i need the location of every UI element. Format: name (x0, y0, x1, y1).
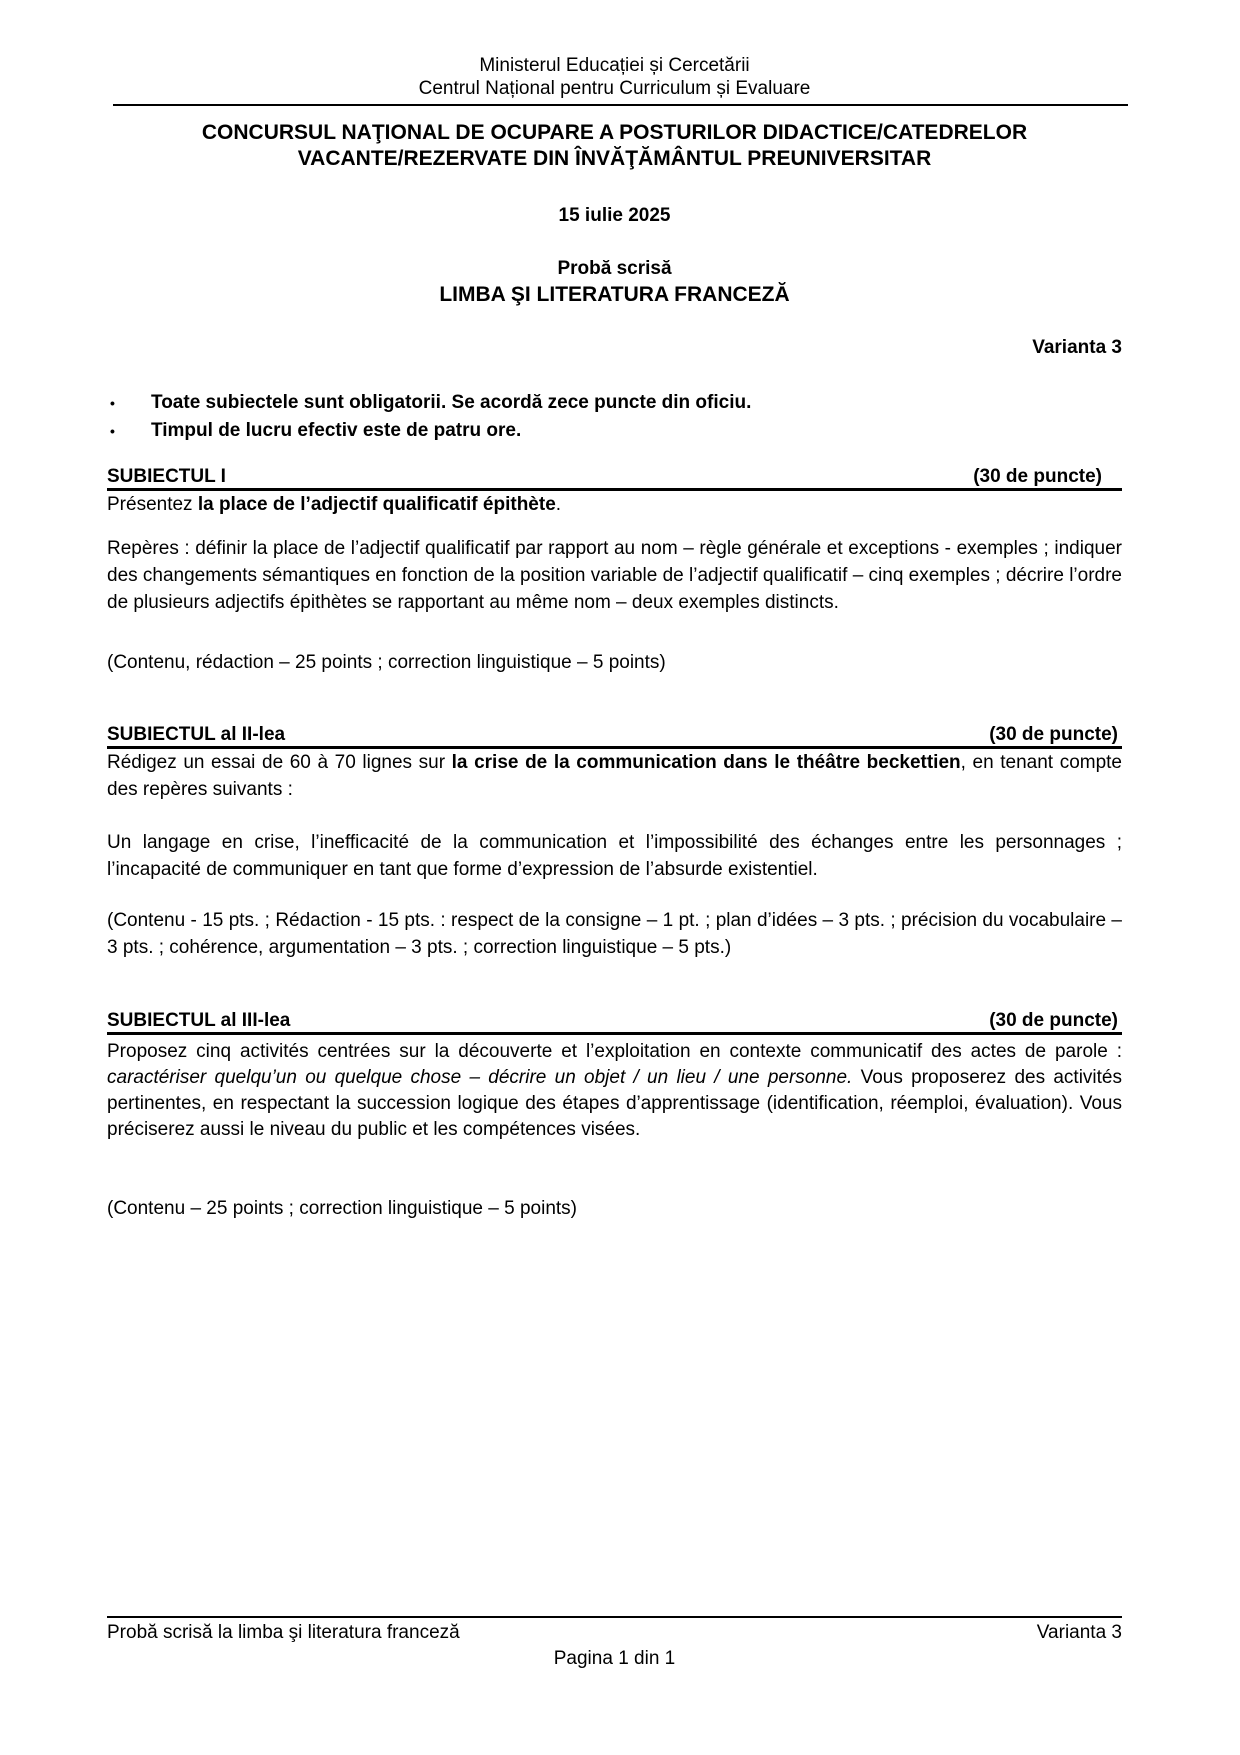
ministry-header (107, 54, 1122, 100)
section-1-heading (107, 467, 1122, 491)
bullet-icon: • (110, 423, 115, 439)
section-3-title: SUBIECTUL al III-lea (107, 1010, 291, 1031)
section-3-task (107, 1039, 1122, 1143)
exam-type-block (107, 256, 1122, 308)
section-3-scoring: (Contenu – 25 points ; correction linguistique – 5 points) (107, 1198, 577, 1219)
section-1-scoring: (Contenu, rédaction – 25 points ; correction linguistique – 5 points) (107, 652, 666, 673)
section-2-points: (30 de puncte) (989, 724, 1118, 745)
section-2-body: Un langage en crise, l’inefficacité de la communication et l’impossibilité des échanges entre les personnages ; l’incapacité de communiquer en tant que forme d’expression de l’absurde existentiel. (107, 832, 1122, 880)
task-emphasis: la place de l’adjectif qualificatif épithète (197, 494, 556, 515)
section-3-heading (107, 1011, 1122, 1035)
header-divider (113, 104, 1128, 106)
page-footer (107, 1616, 1122, 1672)
section-2-task (107, 749, 1122, 803)
task-emphasis: la crise de la communication dans le théâtre beckettien (451, 752, 961, 773)
task-text: , en tenant compte des repères suivants : (107, 752, 1122, 800)
section-1-task (107, 491, 1122, 518)
general-notes (107, 389, 1122, 445)
exam-type: Probă scrisă (557, 258, 672, 279)
section-2-title: SUBIECTUL al II-lea (107, 724, 286, 745)
note-text: Timpul de lucru efectiv este de patru ore. (151, 420, 522, 441)
footer-divider (107, 1616, 1122, 1618)
note-item (107, 389, 1122, 417)
note-text: Toate subiectele sunt obligatorii. Se acordă zece puncte din oficiu. (151, 392, 752, 413)
section-2-scoring: (Contenu - 15 pts. ; Rédaction - 15 pts. : respect de la consigne – 1 pt. ; plan d’idées – 3 pts. ; précision du vocabulaire – 3 pts. ; cohérence, argumentation – 3 pts. ; correction linguistique – 5 pts.) (107, 910, 1122, 958)
task-text: Vous proposerez des activités pertinentes, en respectant la succession logique des étapes d’apprentissage (identification, réemploi, évaluation). Vous préciserez aussi le niveau du public et les compétences visées. (107, 1067, 1122, 1140)
task-text: . (555, 494, 562, 515)
task-text: Présentez (107, 494, 198, 515)
section-3-points: (30 de puncte) (989, 1010, 1118, 1031)
ministry-line-2: Centrul Național pentru Curriculum și Evaluare (418, 78, 811, 99)
contest-title-line-2: VACANTE/REZERVATE DIN ÎNVĂŢĂMÂNTUL PREUNIVERSITAR (297, 147, 932, 170)
section-2-heading (107, 725, 1122, 749)
footer-exam-name: Probă scrisă la limba şi literatura franceză (107, 1622, 460, 1643)
contest-title-line-1: CONCURSUL NAŢIONAL DE OCUPARE A POSTURILOR DIDACTICE/CATEDRELOR (201, 121, 1028, 144)
footer-row (107, 1620, 1122, 1646)
section-1-title: SUBIECTUL I (107, 466, 226, 487)
footer-page-number: Pagina 1 din 1 (553, 1648, 676, 1669)
task-text: Rédigez un essai de 60 à 70 lignes sur (107, 752, 452, 773)
task-italic: caractériser quelqu’un ou quelque chose – décrire un objet / un lieu / une personne. (107, 1067, 853, 1088)
footer-variant: Varianta 3 (1036, 1622, 1122, 1643)
section-1-points: (30 de puncte) (973, 466, 1102, 487)
exam-subject: LIMBA ŞI LITERATURA FRANCEZĂ (439, 283, 790, 306)
exam-date: 15 iulie 2025 (558, 205, 671, 226)
ministry-line-1: Ministerul Educației și Cercetării (479, 55, 750, 76)
bullet-icon: • (110, 395, 115, 411)
section-1-body: Repères : définir la place de l’adjectif qualificatif par rapport au nom – règle générale et exceptions - exemples ; indiquer des changements sémantiques en fonction de la position variable de l’adjectif qualificatif – cinq exemples ; décrire l’ordre de plusieurs adjectifs épithètes se rapportant au même nom – deux exemples distincts. (107, 538, 1122, 613)
variant-label: Varianta 3 (1032, 337, 1122, 358)
note-item (107, 417, 1122, 445)
task-text: Proposez cinq activités centrées sur la découverte et l’exploitation en contexte communicatif des actes de parole : (107, 1041, 1122, 1062)
contest-title (107, 120, 1122, 172)
